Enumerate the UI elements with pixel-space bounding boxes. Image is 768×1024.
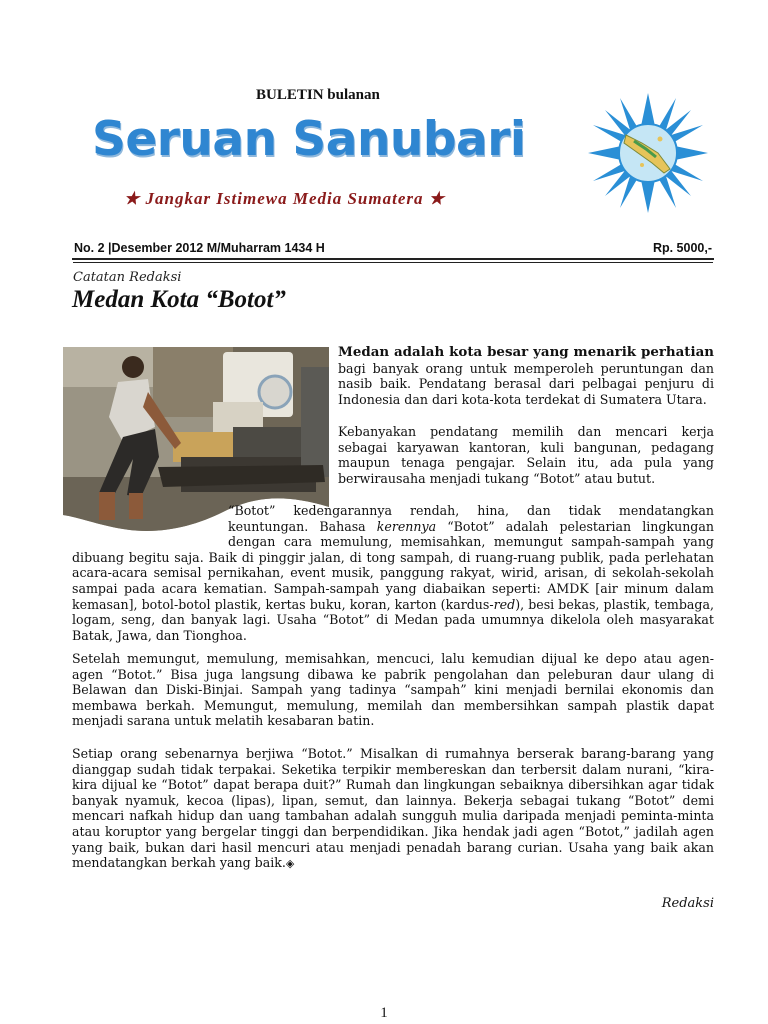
paragraph-3-text-b: “Botot” adalah pelestarian lingkungan dengan cara memulung, memisahkan, memungut sampah-sampah yang dibuang begitu saja. Baik di pinggir jalan, di tong sampah, di ruang-ruang publik, pada perlehatan acara-acara semisal pernikahan, event musik, panggung rakyat, wirid, arisan, di sekolah-sekolah sampai pada acara kematian. Sampah-sampah yang diabaikan seperti: AMDK [air minum dalam kemasan], botol-botol plastik, kertas buku, koran, karton (kardus- [72,518,714,612]
paragraph-3-italic-kerennya: kerennya [376,518,437,534]
issue-price: Rp. 5000,- [652,241,712,255]
masthead-tagline: ★ Jangkar Istimewa Media Sumatera ★ [124,189,445,208]
article-title: Medan Kota “Botot” [72,286,286,313]
section-label: Catatan Redaksi [73,270,182,285]
masthead-title: Seruan Sanubari [92,112,526,167]
paragraph-3-text-c: ), besi bekas, plastik, tembaga, logam, seng, dan banyak lagi. Usaha “Botot” di Medan pada umumnya dikelola oleh masyarakat Batak, Jawa, dan Tionghoa. [72,596,714,643]
signature: Redaksi [661,896,714,911]
paragraph-2: Kebanyakan pendatang memilih dan mencari kerja sebagai karyawan kantoran, kuli bangunan, pedagang maupun tenaga pengajar. Selain itu, ada pula yang berwirausaha menjadi tukang “Botot” atau butut. [338,424,714,486]
sun-map-logo-icon [586,91,710,215]
end-mark-icon: ◈ [285,857,295,871]
paragraph-5-text: Setiap orang sebenarnya berjiwa “Botot.” Misalkan di rumahnya berserak barang-barang yang dianggap sudah tidak terpakai. Seketika terpikir membereskan dan terbersit dalam nurani, “kira-kira dijual ke “Botot” dapat berapa duit?” Rumah dan lingkungan sebaiknya dibersihkan agar tidak banyak nyamuk, kecoa (lipas), lipan, semut, dan lainnya. Bekerja sebagai tukang “Botot” demi mencari nafkah hidup dan uang tambahan adalah sungguh mulia daripada menjadi peminta-minta atau koruptor yang bergelar tinggi dan berpendidikan. Jika hendak jadi agen “Botot,” jadilah agen yang baik, bukan dari hasil mencuri atau menjadi penadah barang curian. Usaha yang baik akan mendatangkan berkah yang baik. [72,746,714,871]
paragraph-4: Setelah memungut, memulung, memisahkan, mencuci, lalu kemudian dijual ke depo atau agen-agen “Botot.” Bisa juga langsung dibawa ke pabrik pengolahan dan peleburan daur ulang di Belawan dan Diski-Binjai. Sampah yang tadinya “sampah” kini menjadi bernilai ekonomis dan membawa berkah. Memungut, memulung, memilah dan membersihkan sampah plastik dapat menjadi sarana untuk melatih kesabaran batin. [72,651,714,729]
paragraph-3 [72,503,714,643]
paragraph-3-text-a: “Botot” kedengarannya rendah, hina, dan tidak mendatangkan keuntungan. Bahasa [228,503,714,534]
issue-number-date: No. 2 |Desember 2012 M/Muharram 1434 H [74,241,325,255]
page-number: 1 [380,1005,388,1021]
paragraph-1-text: bagi banyak orang untuk memperoleh peruntungan dan nasib baik. Pendatang berasal dari pelbagai penjuru di Indonesia dan dari kota-kota terdekat di Sumatera Utara. [338,360,714,407]
paragraph-1-lead: Medan adalah kota besar yang menarik perhatian [338,344,714,360]
bulletin-subtitle: BULETIN bulanan [256,87,380,103]
issue-info-bar [72,236,714,260]
paragraph-5 [72,746,714,872]
paragraph-1 [338,344,714,407]
paragraph-3-italic-red: red [493,596,516,612]
